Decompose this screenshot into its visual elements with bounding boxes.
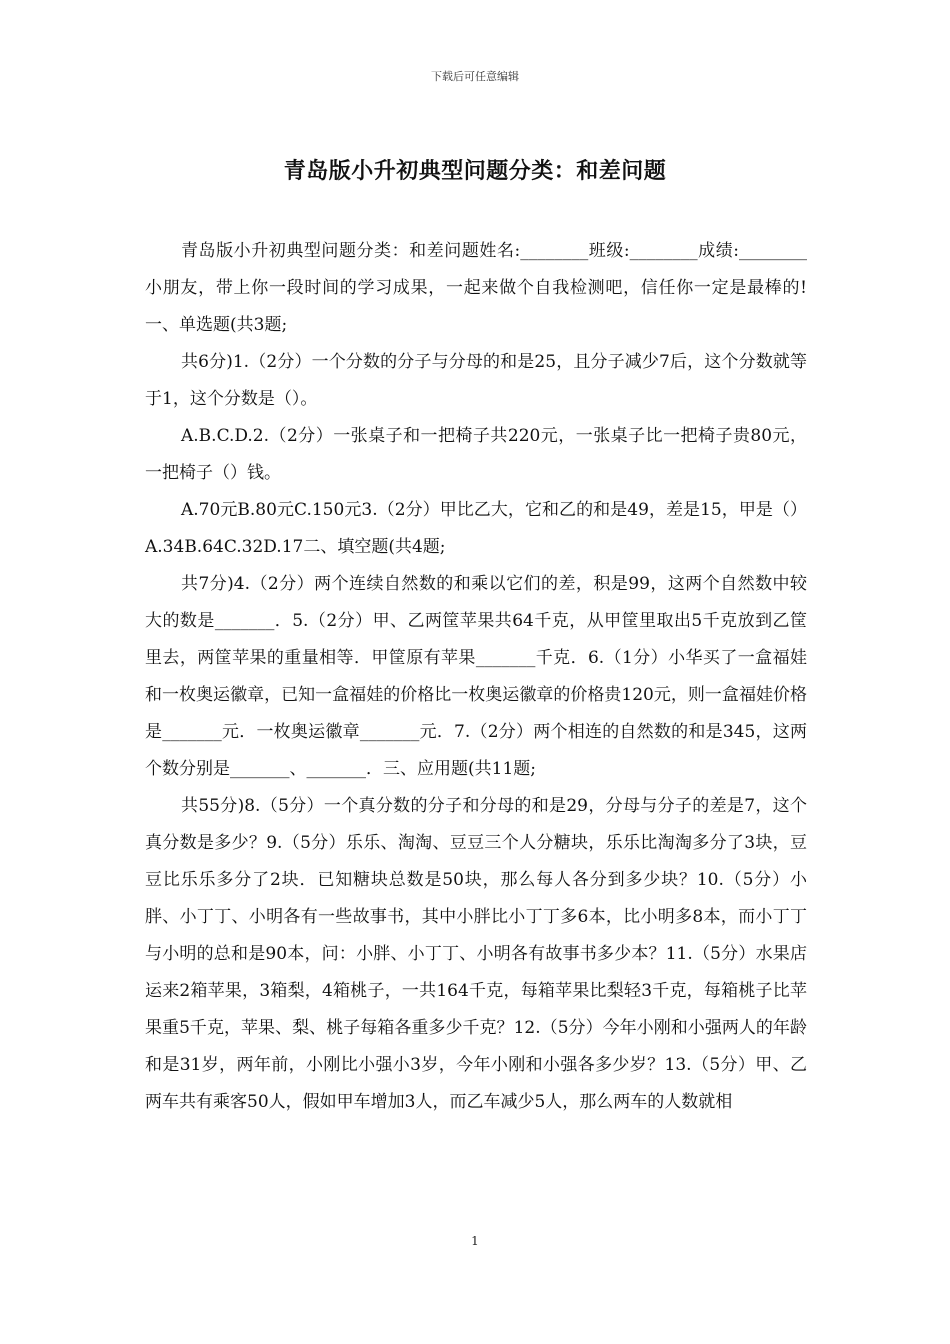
document-title: 青岛版小升初典型问题分类：和差问题 xyxy=(283,159,667,184)
paragraph-intro: 青岛版小升初典型问题分类：和差问题姓名:________班级:________成绩:________小朋友，带上你一段时间的学习成果，一起来做个自我检测吧，信任你一定是最棒的!一、单选题(共3题; xyxy=(145,241,807,335)
paragraph-question-3: A.70元B.80元C.150元3.（2分）甲比乙大，它和乙的和是49，差是15，甲是（）A.34B.64C.32D.17二、填空题(共4题; xyxy=(145,500,807,557)
paragraph-question-1: 共6分)1.（2分）一个分数的分子与分母的和是25，且分子减少7后，这个分数就等于1，这个分数是（）。 xyxy=(145,352,807,409)
page-header: 下载后可任意编辑 xyxy=(431,70,519,83)
paragraph-question-2: A.B.C.D.2.（2分）一张桌子和一把椅子共220元，一张桌子比一把椅子贵80元，一把椅子（）钱。 xyxy=(145,426,807,483)
page-number: 1 xyxy=(471,1234,479,1248)
paragraph-applications: 共55分)8.（5分）一个真分数的分子和分母的和是29，分母与分子的差是7，这个真分数是多少？9.（5分）乐乐、淘淘、豆豆三个人分糖块，乐乐比淘淘多分了3块，豆豆比乐乐多分了2块．已知糖块总数是50块，那么每人各分到多少块？10.（5分）小胖、小丁丁、小明各有一些故事书，其中小胖比小丁丁多6本，比小明多8本，而小丁丁与小明的总和是90本，问：小胖、小丁丁、小明各有故事书多少本？11.（5分）水果店运来2箱苹果，3箱梨，4箱桃子，一共164千克，每箱苹果比梨轻3千克，每箱桃子比苹果重5千克，苹果、梨、桃子每箱各重多少千克？12.（5分）今年小刚和小强两人的年龄和是31岁，两年前，小刚比小强小3岁，今年小刚和小强各多少岁？13.（5分）甲、乙两车共有乘客50人，假如甲车增加3人，而乙车减少5人，那么两车的人数就相 xyxy=(145,796,807,1112)
document-body xyxy=(145,233,807,1121)
paragraph-fill-blanks: 共7分)4.（2分）两个连续自然数的和乘以它们的差，积是99，这两个自然数中较大的数是_______．5.（2分）甲、乙两筐苹果共64千克，从甲筐里取出5千克放到乙筐里去，两筐苹果的重量相等．甲筐原有苹果_______千克．6.（1分）小华买了一盒福娃和一枚奥运徽章，已知一盒福娃的价格比一枚奥运徽章的价格贵120元，则一盒福娃价格是_______元．一枚奥运徽章_______元．7.（2分）两个相连的自然数的和是345，这两个数分别是_______、_______．三、应用题(共11题; xyxy=(145,574,807,779)
